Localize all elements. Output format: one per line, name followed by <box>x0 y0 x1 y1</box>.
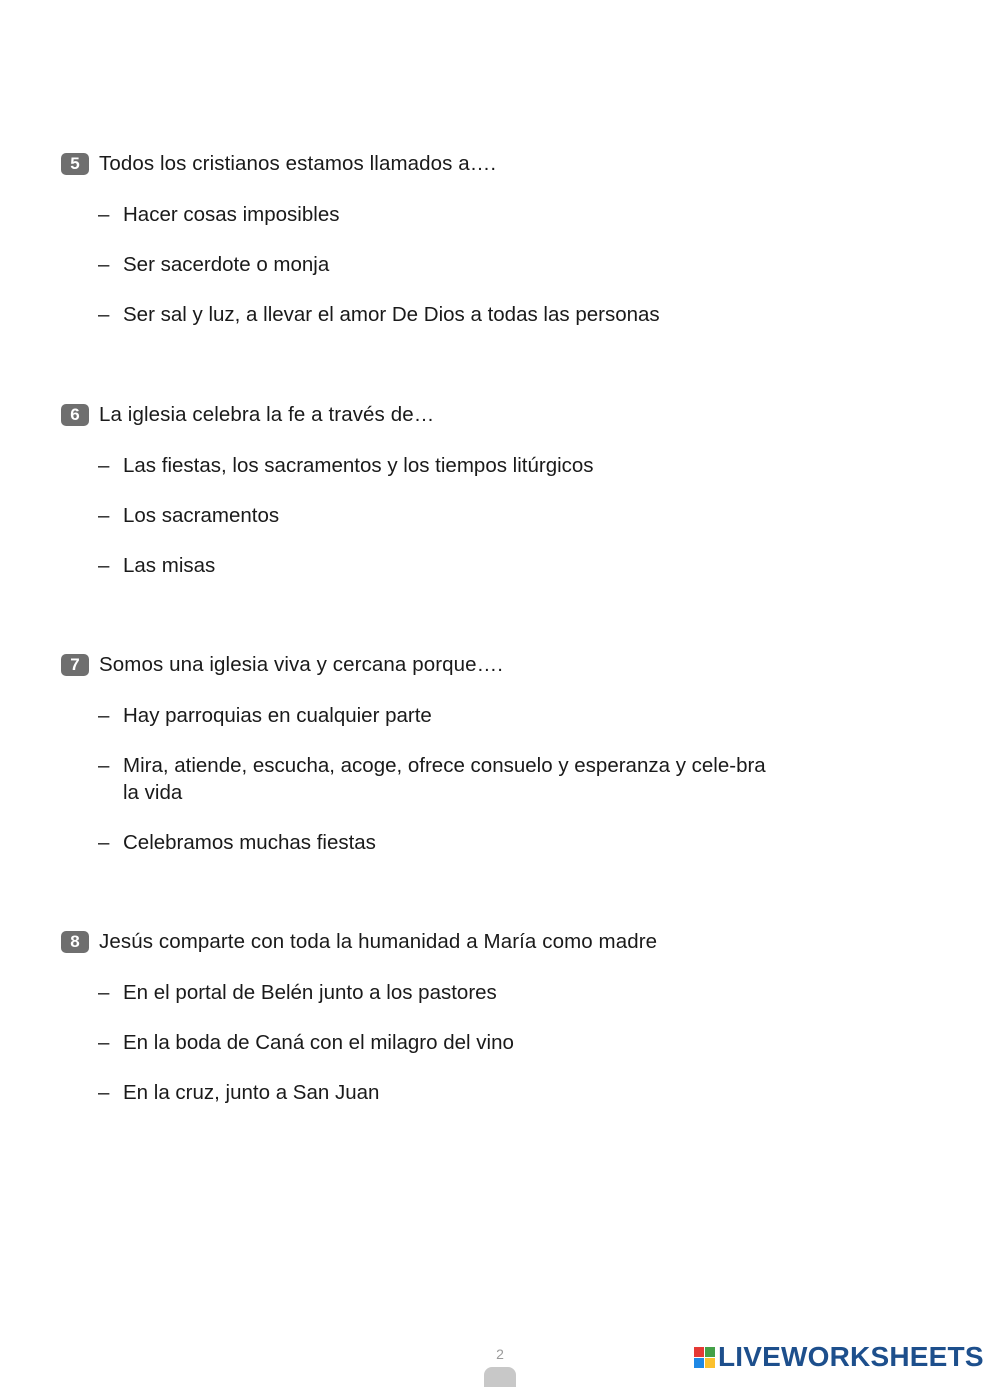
dash-bullet: – <box>98 831 110 854</box>
page-number: 2 <box>496 1346 504 1362</box>
question-number-badge: 6 <box>61 404 89 426</box>
question-6 <box>61 401 821 579</box>
brand-wordmark: LIVEWORKSHEETS <box>718 1341 984 1372</box>
dash-bullet: – <box>98 704 110 727</box>
dash-bullet: – <box>98 754 110 777</box>
option-text: Ser sacerdote o monja <box>123 253 330 276</box>
option-text: Los sacramentos <box>123 504 280 527</box>
question-number-badge: 5 <box>61 153 89 175</box>
option-item[interactable] <box>61 502 783 529</box>
question-number-badge: 8 <box>61 931 89 953</box>
option-list <box>61 452 821 579</box>
option-item[interactable] <box>61 1079 783 1106</box>
option-text: Mira, atiende, escucha, acoge, ofrece consuelo y esperanza y cele-bra la vida <box>123 754 766 804</box>
dash-bullet: – <box>98 303 110 326</box>
option-text: Hacer cosas imposibles <box>123 203 340 226</box>
question-text: Jesús comparte con toda la humanidad a María como madre <box>99 930 658 953</box>
question-header <box>61 651 821 679</box>
dash-bullet: – <box>98 981 110 1004</box>
option-text: Celebramos muchas fiestas <box>123 831 376 854</box>
option-item[interactable] <box>61 979 783 1006</box>
dash-bullet: – <box>98 454 110 477</box>
option-text: Ser sal y luz, a llevar el amor De Dios a todas las personas <box>123 303 660 326</box>
page-tab <box>484 1367 516 1387</box>
option-item[interactable] <box>61 251 783 278</box>
dash-bullet: – <box>98 1081 110 1104</box>
option-item[interactable] <box>61 201 783 228</box>
option-text: Hay parroquias en cualquier parte <box>123 704 432 727</box>
option-item[interactable] <box>61 552 783 579</box>
dash-bullet: – <box>98 1031 110 1054</box>
question-text: La iglesia celebra la fe a través de… <box>99 403 435 426</box>
question-5 <box>61 150 821 328</box>
option-list <box>61 201 821 328</box>
question-header <box>61 150 821 178</box>
option-item[interactable] <box>61 752 783 806</box>
question-8 <box>61 928 821 1106</box>
option-text: Las misas <box>123 554 216 577</box>
question-text: Somos una iglesia viva y cercana porque…. <box>99 653 504 676</box>
liveworksheets-logo-icon <box>694 1347 715 1368</box>
question-7 <box>61 651 821 856</box>
option-item[interactable] <box>61 1029 783 1056</box>
question-number-badge: 7 <box>61 654 89 676</box>
question-header <box>61 401 821 429</box>
dash-bullet: – <box>98 203 110 226</box>
question-header <box>61 928 821 956</box>
option-list <box>61 702 821 856</box>
option-text: En la cruz, junto a San Juan <box>123 1081 380 1104</box>
option-item[interactable] <box>61 452 783 479</box>
option-item[interactable] <box>61 829 783 856</box>
question-text: Todos los cristianos estamos llamados a…. <box>99 152 497 175</box>
dash-bullet: – <box>98 504 110 527</box>
option-text: En el portal de Belén junto a los pastores <box>123 981 497 1004</box>
option-list <box>61 979 821 1106</box>
option-text: En la boda de Caná con el milagro del vino <box>123 1031 514 1054</box>
dash-bullet: – <box>98 554 110 577</box>
option-item[interactable] <box>61 702 783 729</box>
dash-bullet: – <box>98 253 110 276</box>
option-item[interactable] <box>61 301 783 328</box>
option-text: Las fiestas, los sacramentos y los tiempos litúrgicos <box>123 454 594 477</box>
liveworksheets-brand[interactable] <box>694 1342 984 1372</box>
